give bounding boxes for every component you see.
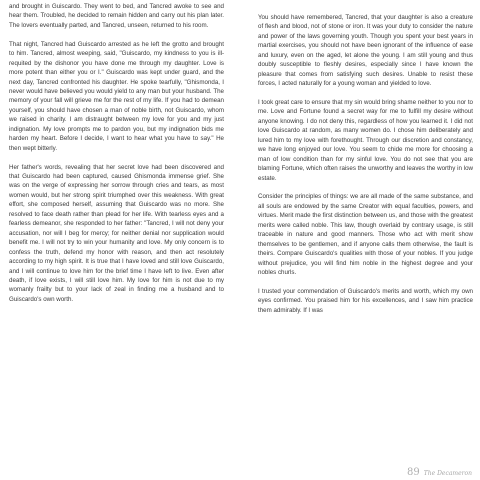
running-title: The Decameron bbox=[423, 470, 472, 477]
paragraph: That night, Tancred had Guiscardo arrested as he left the grotto and brought to him. Tancred, almost weeping, said, "Guiscardo, my kindness to you is ill-requited by the dishonor you have done me through my daughter. Love is more potent than either you or I." Guiscardo was kept under guard, and the next day, Tancred confronted his daughter. He spoke tearfully, "Ghismonda, I never would have believed you would yield to any man but your husband. The memory of your fall will grieve me for the rest of my life. If you had to demean yourself, you should have chosen a man of noble birth, not Guiscardo, whom we raised in charity. I am distraught between my love for you and my just indignation. My love prompts me to pardon you, but my indignation bids me harden my heart. Before I decide, I want to hear what you have to say." He then wept bitterly. bbox=[9, 40, 224, 152]
page-footer bbox=[407, 468, 472, 478]
paragraph: I trusted your commendation of Guiscardo's merits and worth, which my own eyes confirmed. You praised him for his excellences, and I saw him practice them admirably. If I was bbox=[258, 287, 473, 314]
page-number: 89 bbox=[407, 467, 420, 478]
paragraph: Consider the principles of things: we are all made of the same substance, and all souls are endowed by the same Creator with equal faculties, powers, and virtues. Merit made the first distinction between us, and those with the greatest merits were called noble. This law, though overlaid by contrary usage, is still traceable in nature and good manners. Those who act with merit show themselves to be gentlemen, and if anyone calls them otherwise, the fault is theirs. Compare Guiscardo's qualities with those of your nobles. If you judge without prejudice, you will find him noble in the highest degree and your nobles churls. bbox=[258, 193, 473, 277]
left-text-column bbox=[9, 2, 224, 304]
paragraph: and brought in Guiscardo. They went to bed, and Tancred awoke to see and hear them. Troubled, he decided to remain hidden and carry out his plan later. The lovers eventually parted, and Tancred, unseen, returned to his room. bbox=[9, 3, 224, 29]
paragraph: Her father's words, revealing that her secret love had been discovered and that Guiscardo had been captured, caused Ghismonda immense grief. She was on the verge of expressing her sorrow through cries and tears, as most women would, but her strong spirit triumphed over this weakness. With great effort, she composed herself, assuming that Guiscardo was no more. She resolved to face death rather than plead for her life. With tearless eyes and a fearless demeanor, she responded to her father: "Tancred, I will not deny your accusation, nor will I beg for mercy; for neither denial nor supplication would benefit me. I will not try to win your humanity and love. My only concern is to confess the truth, defend my honor with reason, and then act resolutely according to my high spirit. It is true that I have loved and still love Guiscardo, and I will continue to love him for the brief time I have left to live. Even after death, if love exists, I will still love him. My love for him is not due to my womanly frailty but to your lack of zeal in finding me a husband and to Guiscardo's own worth. bbox=[9, 163, 224, 303]
right-text-column bbox=[258, 13, 473, 315]
paragraph: I took great care to ensure that my sin would bring shame neither to you nor to me. Love and Fortune found a secret way for me to fulfill my desire without anyone knowing. I do not deny this, regardless of how you learned it. I did not love Guiscardo at random, as many women do. I chose him deliberately and lured him to my love with forethought. Through our discretion and constancy, we have long enjoyed our love. You seem to chide me more for choosing a man of low condition than for my sinful love. You do not see that you are blaming Fortune, which often raises the unworthy and leaves the worthy in low estate. bbox=[258, 99, 473, 182]
paragraph: You should have remembered, Tancred, that your daughter is also a creature of flesh and blood, not of stone or iron. It was your duty to consider the nature and power of the laws governing youth. Though you spent your best years in martial exercises, you should not have been ignorant of the influence of ease and luxury, even on the aged, let alone the young. I am still young and thus doubly susceptible to fleshly desires, especially since I have known the pleasure that comes from satisfying such desires. Unable to resist these forces, I acted naturally for a young woman and yielded to love. bbox=[258, 14, 473, 88]
